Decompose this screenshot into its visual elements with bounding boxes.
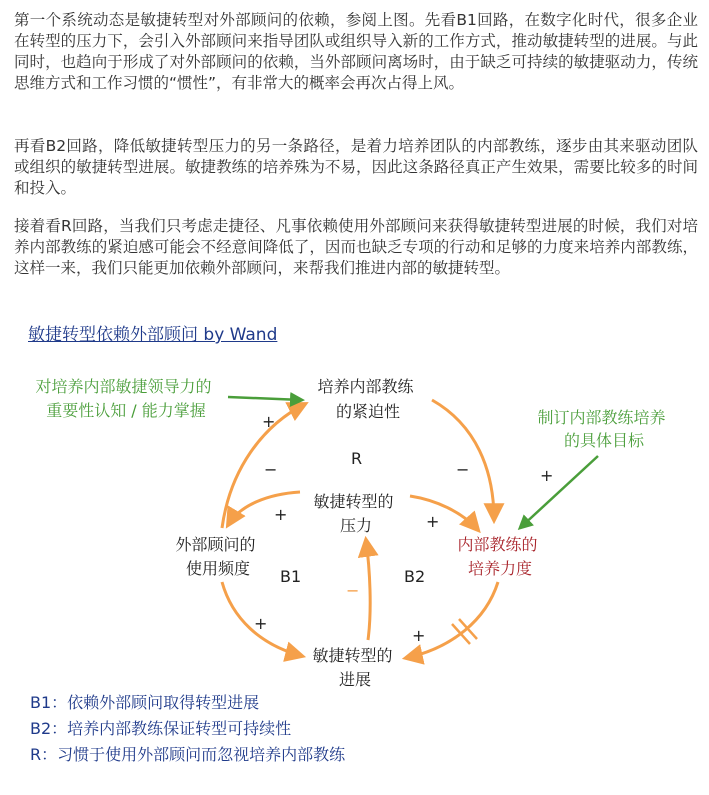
legend-r: R：习惯于使用外部顾问而忽视培养内部教练 xyxy=(30,745,346,764)
sign-progress-pressure: − xyxy=(346,581,360,600)
paragraph-b2: 再看B2回路，降低敏捷转型压力的另一条路径，是着力培养团队的内部教练，逐步由其来驱动团队或组织的敏捷转型进展。敏捷教练的培养殊为不易，因此这条路径真正产生效果，需要比较多的时间和投入。 xyxy=(14,137,698,197)
loop-b2-label: B2 xyxy=(404,567,426,586)
diagram-title: 敏捷转型依赖外部顾问 by Wand xyxy=(28,325,278,345)
link-awareness-to-urgency xyxy=(228,397,302,400)
loop-r-label: R xyxy=(351,449,363,468)
sign-urgency-coach: − xyxy=(456,460,470,479)
link-pressure-to-coach xyxy=(410,496,478,530)
node-pressure: 敏捷转型的 压力 xyxy=(313,492,394,535)
sign-pressure-coach: + xyxy=(426,512,440,531)
node-consultant: 外部顾问的 使用频度 xyxy=(175,535,256,578)
sign-goal-coach: + xyxy=(540,466,554,485)
sign-awareness-urgency: + xyxy=(262,412,276,431)
loop-b1-label: B1 xyxy=(280,567,302,586)
link-goal-to-coach xyxy=(520,456,598,528)
sign-coach-progress: + xyxy=(412,626,426,645)
sign-consultant-progress: + xyxy=(254,614,268,633)
link-coach-to-progress xyxy=(406,582,498,658)
sign-consultant-urgency-minus: − xyxy=(264,460,278,479)
node-urgency: 培养内部教练 的紧迫性 xyxy=(317,377,414,421)
legend-b2: B2：培养内部教练保证转型可持续性 xyxy=(30,719,292,738)
node-coach-effort: 内部教练的 培养力度 xyxy=(457,535,538,578)
node-progress: 敏捷转型的 进展 xyxy=(312,646,393,689)
link-progress-to-pressure xyxy=(366,540,370,640)
legend-b1: B1：依赖外部顾问取得转型进展 xyxy=(30,693,260,712)
node-awareness: 对培养内部敏捷领导力的 重要性认知 / 能力掌握 xyxy=(35,377,212,420)
paragraph-r: 接着看R回路，当我们只考虑走捷径、凡事依赖使用外部顾问来获得敏捷转型进展的时候，我们对培养内部教练的紧迫感可能会不经意间降低了，因而也缺乏专项的行动和足够的力度来培养内部教练，这样一来，我们只能更加依赖外部顾问，来帮我们推进内部的敏捷转型。 xyxy=(14,217,698,277)
paragraph-b1: 第一个系统动态是敏捷转型对外部顾问的依赖，参阅上图。先看B1回路，在数字化时代，很多企业在转型的压力下，会引入外部顾问来指导团队或组织导入新的工作方式，推动敏捷转型的进展。与此同时，也趋向于形成了对外部顾问的依赖，当外部顾问离场时，由于缺乏可持续的敏捷驱动力，传统思维方式和工作习惯的“惯性”，有非常大的概率会再次占得上风。 xyxy=(14,11,698,92)
node-goal: 制订内部教练培养 的具体目标 xyxy=(537,408,666,450)
sign-pressure-consultant: + xyxy=(274,505,288,524)
link-pressure-to-consultant xyxy=(228,492,300,525)
